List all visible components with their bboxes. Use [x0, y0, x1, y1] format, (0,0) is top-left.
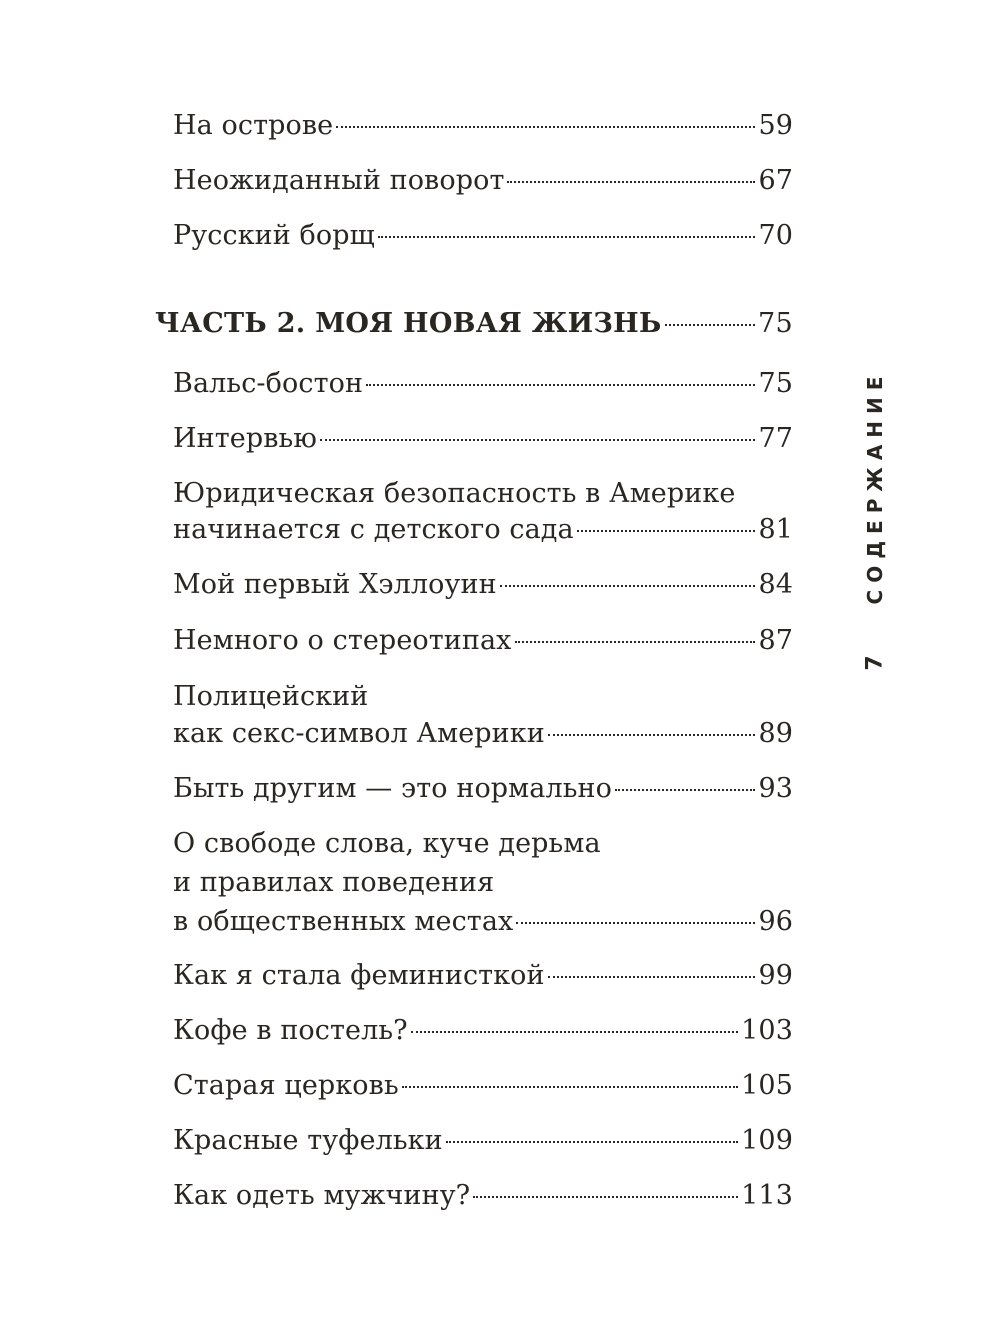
dot-leader — [473, 1196, 738, 1198]
toc-entry-page: 89 — [758, 718, 793, 749]
toc-entry-title: Интервью — [173, 423, 317, 454]
toc-entry-title: Русский борщ — [173, 220, 375, 251]
toc-entry-title: Вальс-бостон — [173, 368, 364, 399]
dot-leader — [402, 1086, 738, 1088]
toc-entry-title: Кофе в постель? — [173, 1015, 408, 1046]
toc-entry — [173, 957, 793, 995]
toc-entry-title-line: Юридическая безопасность в Америке — [173, 478, 736, 509]
toc-entry-title: Немного о стереотипах — [173, 625, 512, 656]
toc-entry — [173, 365, 793, 403]
dot-leader — [320, 439, 755, 441]
toc-part-heading — [155, 305, 793, 343]
toc-entry — [173, 715, 793, 753]
toc-entry-page: 81 — [758, 514, 793, 545]
toc-entry-page: 75 — [758, 368, 793, 399]
dot-leader — [507, 181, 755, 183]
toc-entry — [173, 420, 793, 458]
running-head-text: СОДЕРЖАНИЕ — [863, 369, 887, 605]
toc-entry-page: 105 — [741, 1070, 793, 1101]
toc-entry-title-line: О свободе слова, куче дерьма — [173, 828, 601, 859]
dot-leader — [446, 1141, 738, 1143]
dot-leader — [336, 126, 755, 128]
toc-entry — [173, 1067, 793, 1105]
dot-leader — [516, 922, 755, 924]
dot-leader — [615, 789, 755, 791]
page-number-text: 7 — [862, 655, 888, 671]
dot-leader — [378, 236, 756, 238]
toc-entry-page: 93 — [758, 773, 793, 804]
toc-entry-title: начинается с детского сада — [173, 514, 574, 545]
dot-leader — [665, 324, 755, 326]
toc-entry-title-line: Полицейский — [173, 681, 369, 712]
toc-entry-title: Быть другим — это нормально — [173, 773, 612, 804]
toc-entry-page: 77 — [758, 423, 793, 454]
toc-entry-page: 109 — [741, 1125, 793, 1156]
toc-entry — [173, 1012, 793, 1050]
toc-entry-page: 113 — [741, 1180, 793, 1211]
toc-entry-title: Как одеть мужчину? — [173, 1180, 471, 1211]
toc-entry-page: 75 — [758, 308, 793, 339]
toc-entry — [173, 1122, 793, 1160]
toc-entry-page: 59 — [758, 110, 793, 141]
toc-entry-title: Старая церковь — [173, 1070, 399, 1101]
toc-entry-page: 67 — [758, 165, 793, 196]
dot-leader — [577, 530, 756, 532]
toc-entry — [173, 107, 793, 145]
dot-leader — [515, 641, 756, 643]
toc-entry — [173, 770, 793, 808]
toc-entry-page: 87 — [758, 625, 793, 656]
toc-part-title: ЧАСТЬ 2. МОЯ НОВАЯ ЖИЗНЬ — [155, 308, 662, 339]
toc-entry — [173, 1177, 793, 1215]
toc-entry — [173, 566, 793, 604]
toc-entry — [173, 903, 793, 941]
toc-entry-title: в общественных местах — [173, 906, 514, 937]
toc-entry-title: Неожиданный поворот — [173, 165, 505, 196]
toc-entry — [173, 622, 793, 660]
toc-entry-title-line: и правилах поведения — [173, 867, 495, 898]
toc-entry — [173, 217, 793, 255]
page-number — [860, 646, 890, 680]
toc-entry — [173, 511, 793, 549]
toc-entry-page: 103 — [741, 1015, 793, 1046]
toc-entry-title: как секс-символ Америки — [173, 718, 545, 749]
dot-leader — [548, 734, 756, 736]
toc-entry-page: 70 — [758, 220, 793, 251]
toc-entry-title: Как я стала феминисткой — [173, 960, 545, 991]
toc-entry-title: На острове — [173, 110, 334, 141]
dot-leader — [411, 1031, 738, 1033]
toc-entry — [173, 162, 793, 200]
dot-leader — [366, 384, 755, 386]
running-head — [858, 369, 892, 605]
toc-entry-title: Красные туфельки — [173, 1125, 443, 1156]
toc-entry-title: Мой первый Хэллоуин — [173, 569, 497, 600]
toc-entry-page: 99 — [758, 960, 793, 991]
dot-leader — [548, 976, 756, 978]
toc-entry-page: 84 — [758, 569, 793, 600]
dot-leader — [500, 585, 756, 587]
toc-entry-page: 96 — [758, 906, 793, 937]
